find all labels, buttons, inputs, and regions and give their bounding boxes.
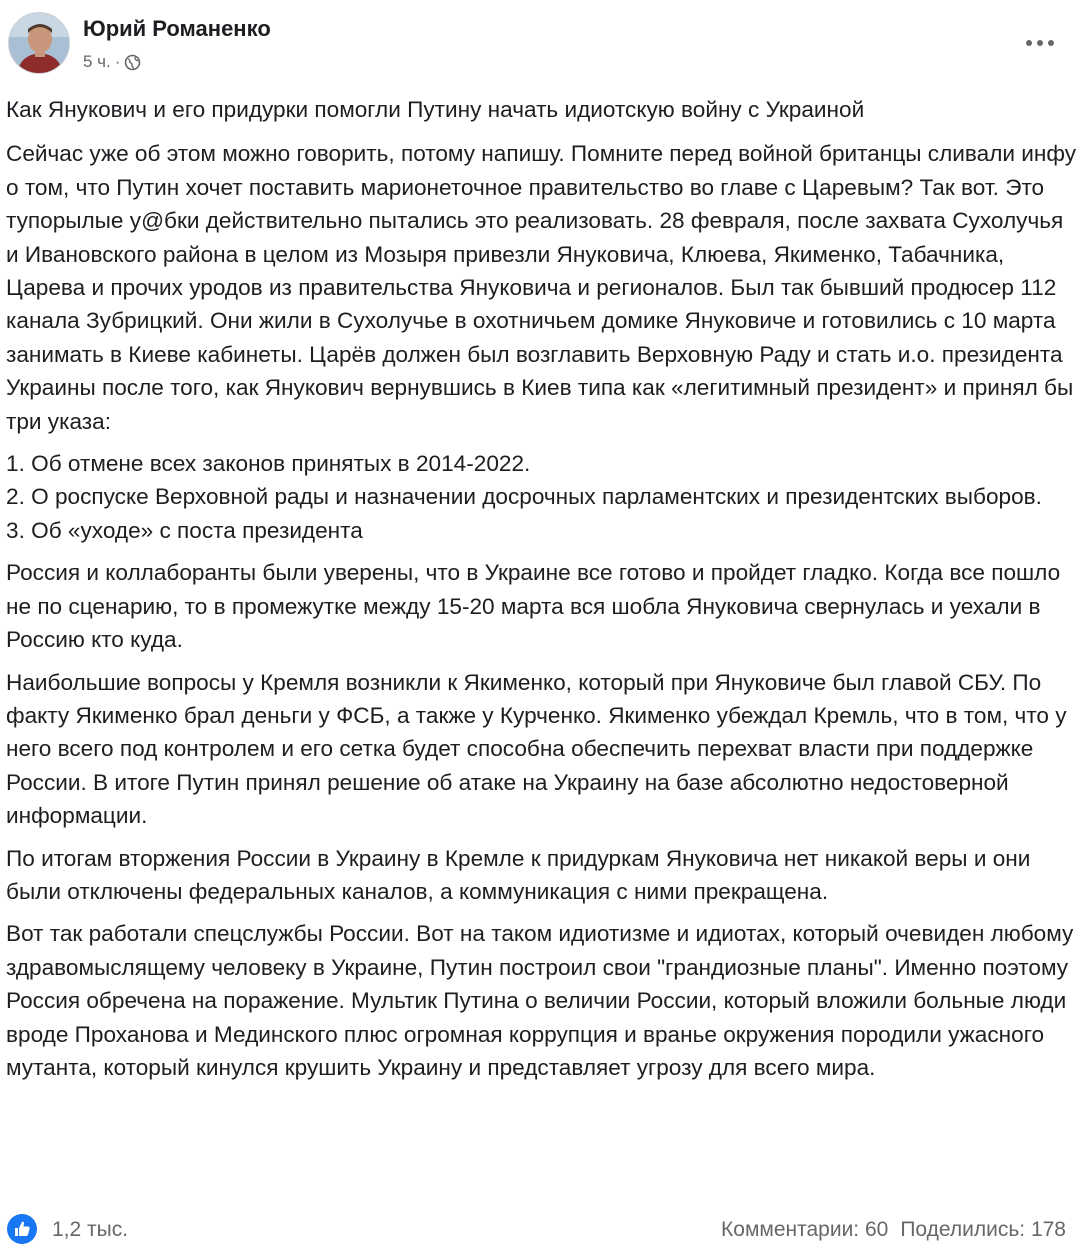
- decree-item-2: 2. О роспуске Верховной рады и назначении досрочных парламентских и президентских выборов.: [6, 484, 1042, 510]
- post-meta: [83, 51, 141, 73]
- engagement-stats: [721, 1216, 1066, 1244]
- author-name[interactable]: Юрий Романенко: [83, 16, 271, 41]
- post-paragraph-4: По итогам вторжения России в Украину в Кремле к придуркам Януковича нет никакой веры и они были отключены федеральных каналов, а коммуникация с ними прекращена.: [6, 845, 1031, 904]
- post-text: [6, 93, 1076, 1093]
- post-header: [0, 0, 1080, 90]
- post-title: Как Янукович и его придурки помогли Путину начать идиотскую войну с Украиной: [6, 97, 865, 122]
- globe-icon: [124, 54, 141, 71]
- author-avatar[interactable]: [8, 12, 70, 74]
- more-dots-icon: [1025, 39, 1055, 47]
- decree-item-3: 3. Об «уходе» с поста президента: [6, 517, 363, 543]
- post-paragraph-1: Сейчас уже об этом можно говорить, потому напишу. Помните перед войной британцы сливали инфу о том, что Путин хочет поставить марионеточное правительство во главе с Царевым? Так вот. Это тупорылые у@бки действительно пытались это реализовать. 28 февраля, после захвата Сухолучья и Ивановского района в целом из Мозыря привезли Януковича, Клюева, Якименко, Табачника, Царева и прочих уродов из правительства Януковича и регионалов. Был так бывший продюсер 112 канала Зубрицкий. Они жили в Сухолучье в охотничьем домике Януковиче и готовились с 10 марта занимать в Киеве кабинеты. Царёв должен был возглавить Верховную Раду и стать и.о. президента Украины после того, как Янукович вернувшись в Киев типа как «легитимный президент» и принял бы три указа:: [6, 141, 1077, 434]
- post-paragraph-5: Вот так работали спецслужбы России. Вот на таком идиотизме и идиотах, который очевиден любому здравомыслящему человеку в Украине, Путин построил свои "грандиозные планы". Именно поэтому Россия обречена на поражение. Мультик Путина о величии России, который вложили больные люди вроде Проханова и Мединского плюс огромная коррупция и вранье окружения породили ужасного мутанта, который кинулся крушить Украину и представляет угрозу для всего мира.: [6, 921, 1074, 1080]
- meta-separator: ·: [114, 52, 121, 71]
- more-options-button[interactable]: [1018, 28, 1062, 58]
- post-timestamp[interactable]: 5 ч.: [83, 52, 111, 71]
- thumbs-up-icon[interactable]: [7, 1214, 37, 1244]
- shares-count[interactable]: Поделились: 178: [900, 1218, 1066, 1241]
- comments-count[interactable]: Комментарии: 60: [721, 1218, 889, 1241]
- decree-item-1: 1. Об отмене всех законов принятых в 2014-2022.: [6, 451, 531, 477]
- post-paragraph-2: Россия и коллаборанты были уверены, что в Украине все готово и пройдет гладко. Когда все пошло не по сценарию, то в промежутке между 15-20 марта вся шобла Януковича свернулась и уехали в Россию кто куда.: [6, 560, 1061, 653]
- post-footer: [0, 1210, 1080, 1244]
- decree-list: [6, 447, 1076, 547]
- reactions-count[interactable]: 1,2 тыс.: [52, 1218, 129, 1241]
- post-paragraph-3: Наибольшие вопросы у Кремля возникли к Якименко, который при Януковиче был главой СБУ. По факту Якименко брал деньги у ФСБ, а также у Курченко. Якименко убеждал Кремль, что в том, что у него всего под контролем и его сетка будет способна обеспечить перехват власти при поддержке России. В итоге Путин принял решение об атаке на Украину на базе абсолютно недостоверной информации.: [6, 669, 1067, 829]
- avatar-photo: [9, 13, 70, 74]
